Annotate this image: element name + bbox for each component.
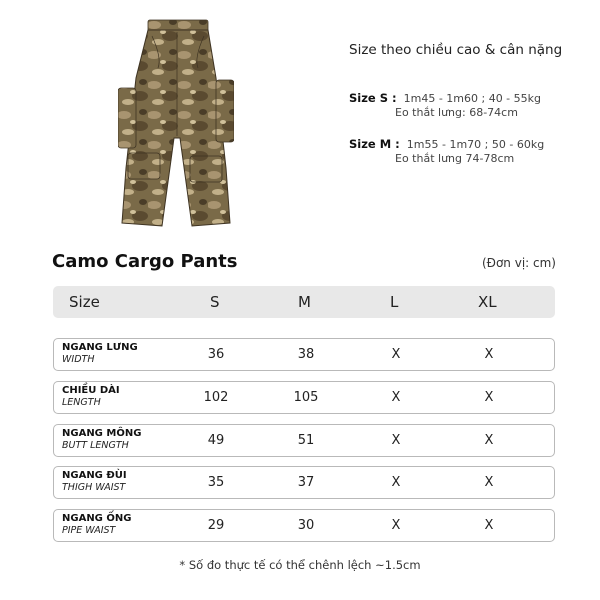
cell-s: 29 xyxy=(207,518,225,533)
cell-s: 102 xyxy=(203,390,229,405)
cell-xl: X xyxy=(484,390,494,405)
cell-xl: X xyxy=(484,475,494,490)
table-row xyxy=(53,338,555,371)
header-size: Size xyxy=(69,293,100,311)
size-s-info xyxy=(349,91,541,120)
size-guide xyxy=(349,42,563,165)
product-title: Camo Cargo Pants xyxy=(52,251,238,272)
row-label-vi: NGANG LƯNG xyxy=(62,342,138,353)
cell-s: 49 xyxy=(207,433,225,448)
row-label-vi: NGANG MÔNG xyxy=(62,428,142,439)
cell-s: 36 xyxy=(207,347,225,362)
cell-xl: X xyxy=(484,433,494,448)
cell-l: X xyxy=(391,518,401,533)
size-s-label: Size S : xyxy=(349,91,397,105)
header-m: M xyxy=(298,293,311,311)
row-label-vi: NGANG ỐNG xyxy=(62,513,132,524)
row-label-en: LENGTH xyxy=(62,397,101,408)
table-row xyxy=(53,509,555,542)
size-m-waist: Eo thắt lưng 74-78cm xyxy=(395,152,515,165)
row-label-vi: CHIỀU DÀI xyxy=(62,385,120,396)
row-label-en: THIGH WAIST xyxy=(62,482,126,493)
cell-m: 105 xyxy=(293,390,319,405)
size-s-height-weight: 1m45 - 1m60 ; 40 - 55kg xyxy=(403,92,542,105)
cell-m: 37 xyxy=(297,475,315,490)
cell-m: 30 xyxy=(297,518,315,533)
measurement-footnote: * Số đo thực tế có thể chênh lệch ~1.5cm xyxy=(179,558,421,572)
cell-s: 35 xyxy=(207,475,225,490)
cell-m: 38 xyxy=(297,347,315,362)
row-label-en: WIDTH xyxy=(62,354,95,365)
size-guide-headline: Size theo chiều cao & cân nặng xyxy=(349,42,563,58)
header-xl: XL xyxy=(478,293,497,311)
size-s-waist: Eo thắt lưng: 68-74cm xyxy=(395,106,518,119)
camo-cargo-pants-image xyxy=(118,18,234,230)
size-m-height-weight: 1m55 - 1m70 ; 50 - 60kg xyxy=(406,138,545,151)
table-row xyxy=(53,424,555,457)
cell-m: 51 xyxy=(297,433,315,448)
cell-xl: X xyxy=(484,518,494,533)
row-label-en: BUTT LENGTH xyxy=(62,440,129,451)
row-label-vi: NGANG ĐÙI xyxy=(62,470,127,481)
cell-l: X xyxy=(391,390,401,405)
cell-xl: X xyxy=(484,347,494,362)
table-row xyxy=(53,381,555,414)
header-s: S xyxy=(210,293,220,311)
header-l: L xyxy=(390,293,399,311)
cell-l: X xyxy=(391,433,401,448)
unit-note: (Đơn vị: cm) xyxy=(481,256,556,270)
cell-l: X xyxy=(391,347,401,362)
table-row xyxy=(53,466,555,499)
row-label-en: PIPE WAIST xyxy=(62,525,116,536)
cell-l: X xyxy=(391,475,401,490)
size-m-info xyxy=(349,137,544,166)
table-header xyxy=(53,286,555,318)
size-m-label: Size M : xyxy=(349,137,400,151)
